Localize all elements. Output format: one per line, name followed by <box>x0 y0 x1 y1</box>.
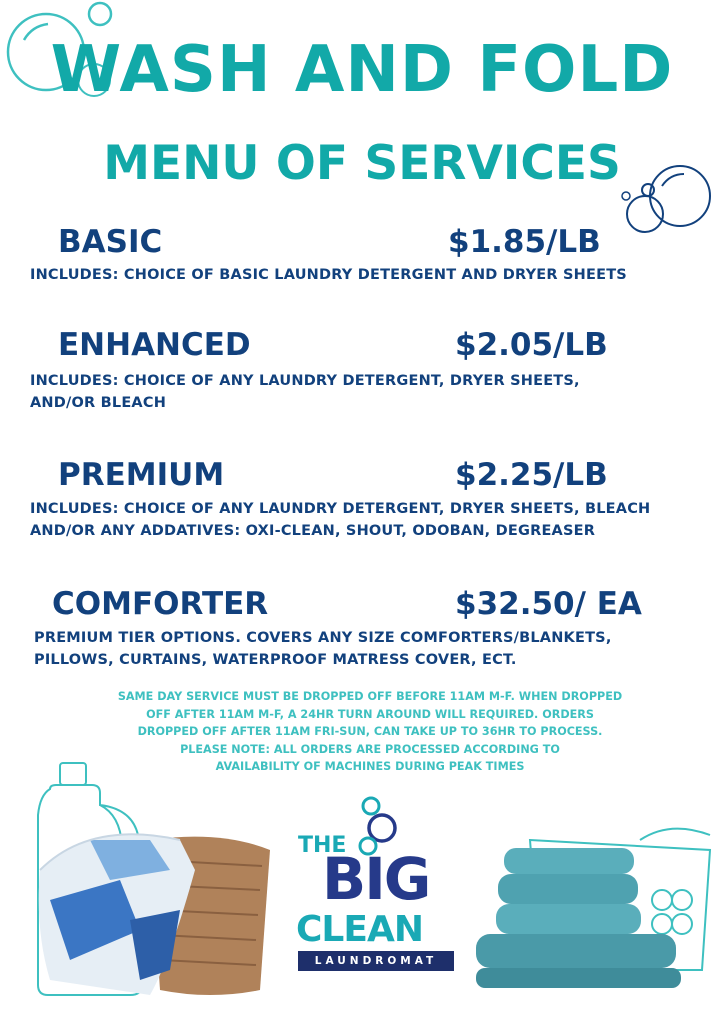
logo-tagline: LAUNDROMAT <box>298 951 454 971</box>
note-line: PLEASE NOTE: ALL ORDERS ARE PROCESSED ACCORDING TO <box>180 742 560 756</box>
service-price-basic: $1.85/LB <box>448 224 601 260</box>
note-line: SAME DAY SERVICE MUST BE DROPPED OFF BEFORE 11AM M-F. WHEN DROPPED <box>117 690 623 703</box>
service-name-basic: BASIC <box>58 224 163 260</box>
service-desc-comforter-line2: PILLOWS, CURTAINS, WATERPROOF MATRESS COVER, ECT. <box>34 652 517 668</box>
service-desc-premium-line1: INCLUDES: CHOICE OF ANY LAUNDRY DETERGENT, DRYER SHEETS, BLEACH <box>30 501 651 517</box>
page-title: WASH AND FOLD <box>50 33 674 107</box>
service-name-premium: PREMIUM <box>58 457 225 493</box>
note-line: OFF AFTER 11AM M-F, A 24HR TURN AROUND WILL REQUIRED. ORDERS <box>146 707 594 721</box>
service-desc-enhanced-line1: INCLUDES: CHOICE OF ANY LAUNDRY DETERGENT, DRYER SHEETS, <box>30 373 580 389</box>
page-subtitle: MENU OF SERVICES <box>103 136 621 191</box>
service-desc-premium-line2: AND/OR ANY ADDATIVES: OXI-CLEAN, SHOUT, ODOBAN, DEGREASER <box>30 523 596 539</box>
logo-big: BIG <box>322 845 430 913</box>
service-note <box>100 688 640 776</box>
service-desc-basic: INCLUDES: CHOICE OF BASIC LAUNDRY DETERGENT AND DRYER SHEETS <box>30 267 627 283</box>
laundry-basket-icon <box>30 810 280 1000</box>
service-price-enhanced: $2.05/LB <box>455 327 608 363</box>
logo-the: THE <box>298 833 347 858</box>
logo-clean: CLEAN <box>296 909 423 950</box>
service-price-premium: $2.25/LB <box>455 457 608 493</box>
service-desc-enhanced-line2: AND/OR BLEACH <box>30 395 167 411</box>
service-name-comforter: COMFORTER <box>52 586 269 622</box>
service-price-comforter: $32.50/ EA <box>455 586 642 622</box>
note-line: DROPPED OFF AFTER 11AM FRI-SUN, CAN TAKE UP TO 36HR TO PROCESS. <box>137 725 603 738</box>
note-line: AVAILABILITY OF MACHINES DURING PEAK TIMES <box>215 760 525 773</box>
folded-towels-icon <box>470 820 724 1010</box>
service-desc-comforter-line1: PREMIUM TIER OPTIONS. COVERS ANY SIZE COMFORTERS/BLANKETS, <box>34 630 612 646</box>
service-name-enhanced: ENHANCED <box>58 327 251 363</box>
